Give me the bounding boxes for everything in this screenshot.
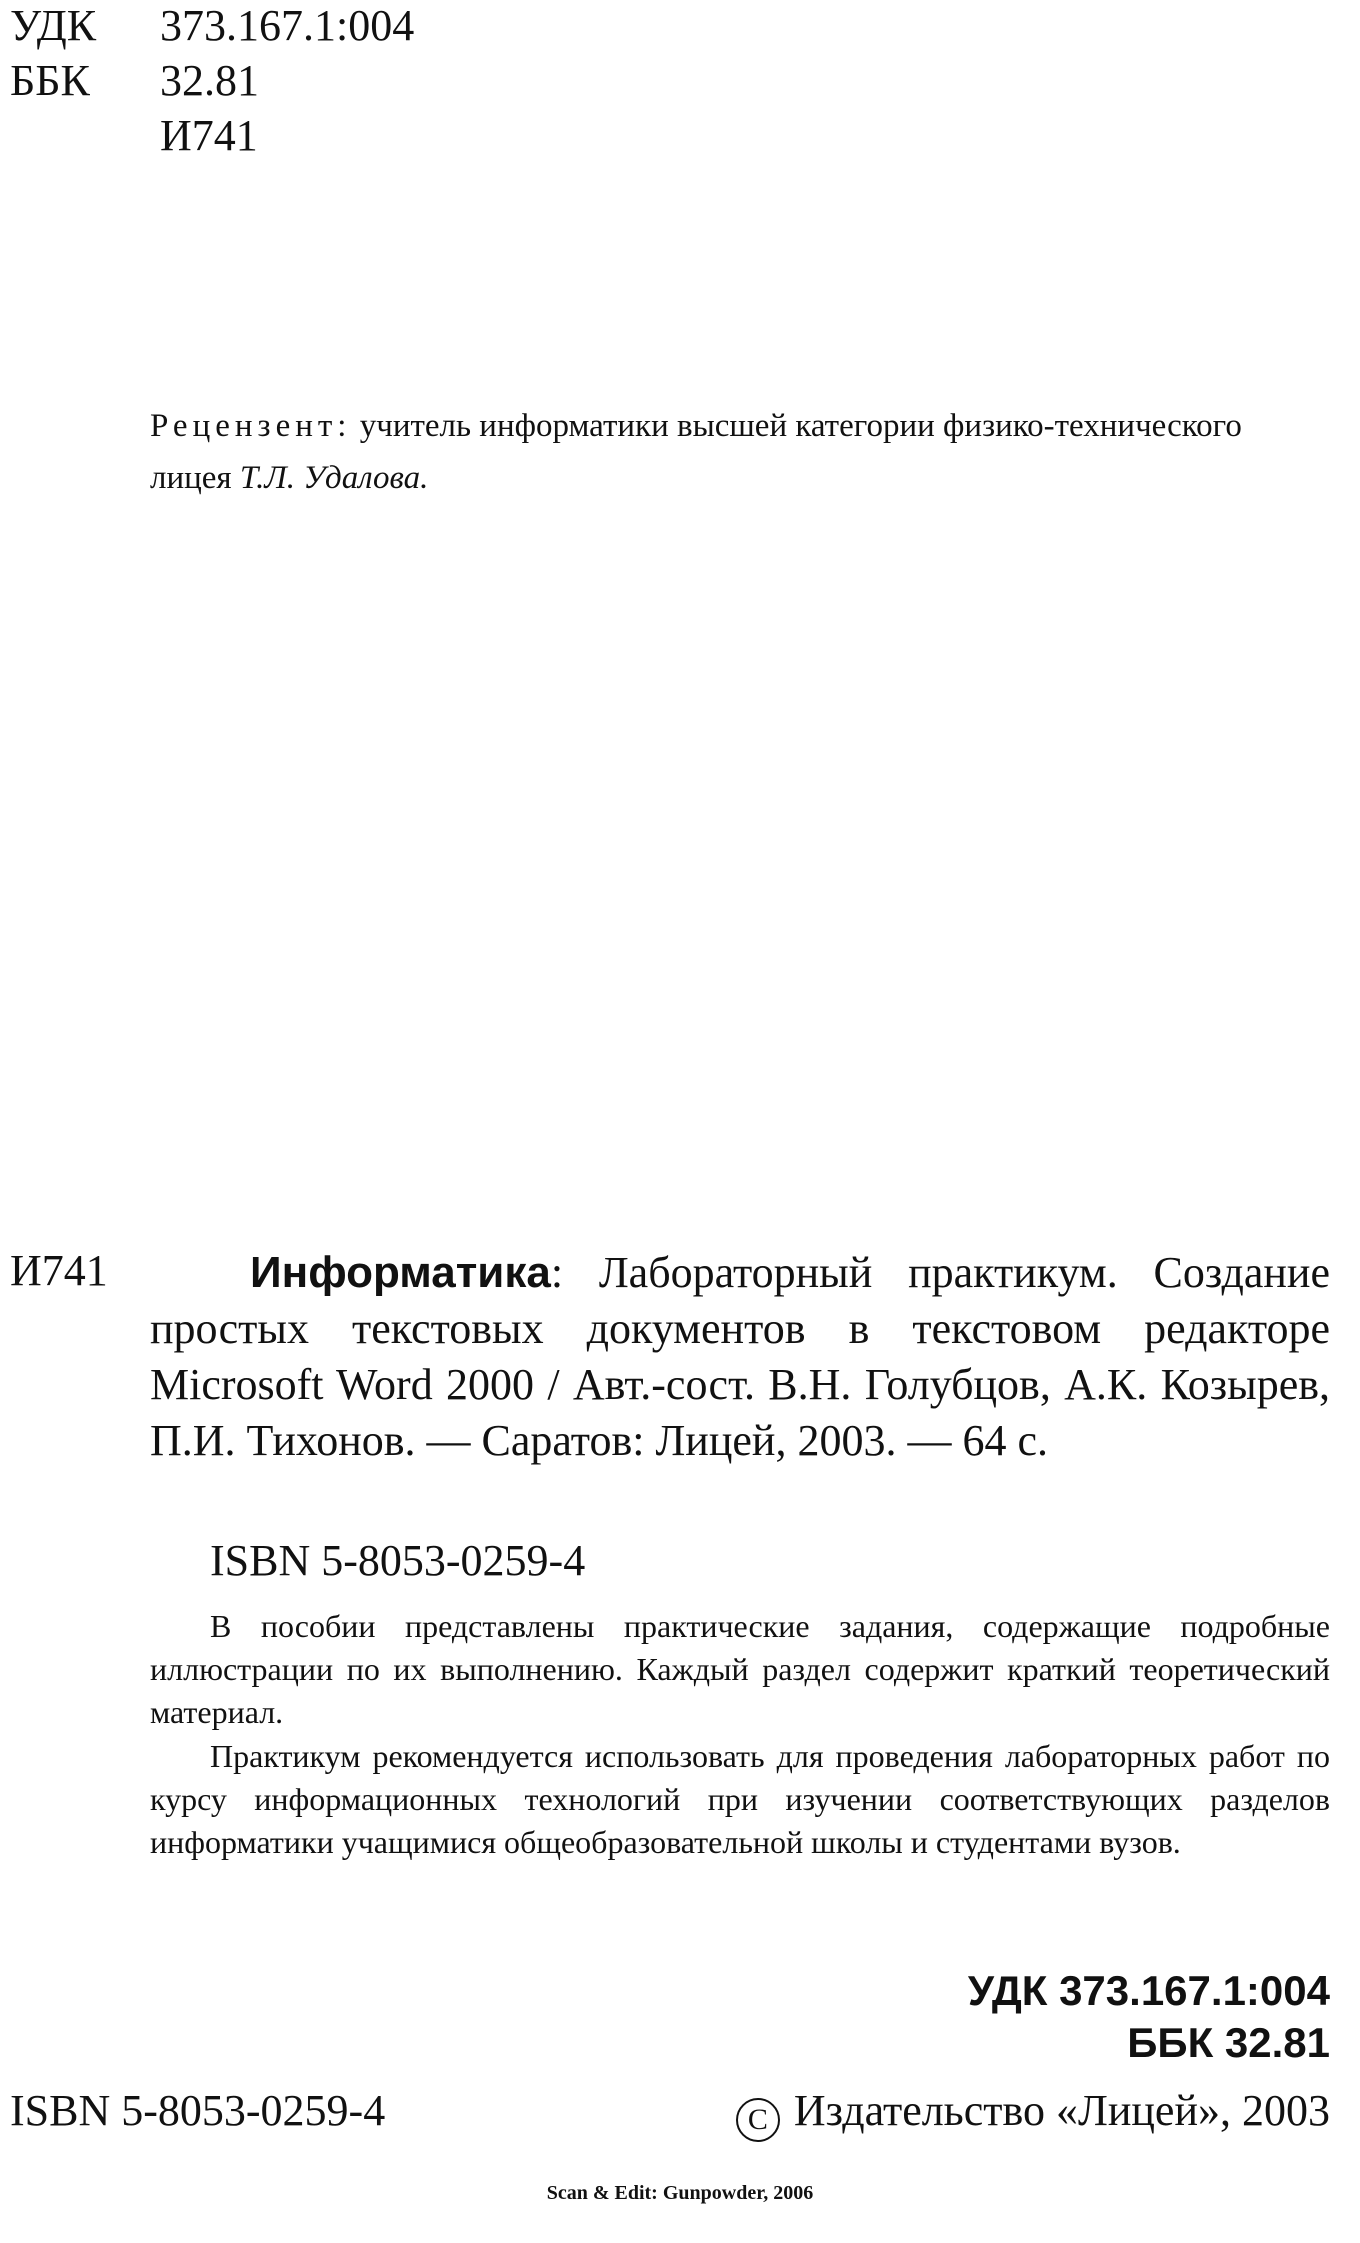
classification-block xyxy=(968,1965,1330,2069)
catalog-number: И741 xyxy=(10,1246,108,1295)
abstract-paragraph-2: Практикум рекомендуется использовать для проведения лабораторных работ по курсу информационных технологий при изучении соответствующих разделов информатики учащимися общеобразовательной школы и студентами вузов. xyxy=(150,1738,1330,1860)
publisher-line xyxy=(736,2085,1330,2142)
book-title: Информатика xyxy=(250,1248,551,1297)
author-mark-line xyxy=(10,110,258,162)
udk-value: 373.167.1:004 xyxy=(160,1,415,50)
udk-key: УДК xyxy=(10,1,97,50)
catalog-entry xyxy=(150,1245,1330,1469)
bbk-key: ББК xyxy=(10,56,90,105)
bbk-bold: ББК 32.81 xyxy=(1127,2019,1330,2066)
publisher-name: Издательство «Лицей», 2003 xyxy=(793,2086,1330,2135)
udk-bold: УДК 373.167.1:004 xyxy=(967,1967,1330,2014)
isbn-main: ISBN 5-8053-0259-4 xyxy=(210,1536,586,1585)
bbk-line xyxy=(10,55,259,107)
reviewer-label: Рецензент: xyxy=(150,408,352,444)
scan-credit: Scan & Edit: Gunpowder, 2006 xyxy=(546,2182,814,2204)
udk-line xyxy=(10,0,414,52)
reviewer-name: Т.Л. Удалова. xyxy=(239,460,429,496)
abstract-paragraph-1: В пособии представлены практические задания, содержащие подробные иллюстрации по их выполнению. Каждый раздел содержит краткий теоретический материал. xyxy=(150,1608,1330,1730)
reviewer-text: учитель информатики высшей категории физико-технического лицея xyxy=(150,408,1242,496)
bbk-value: 32.81 xyxy=(160,56,259,105)
author-mark: И741 xyxy=(160,111,258,160)
reviewer-note xyxy=(150,400,1330,504)
isbn-footer: ISBN 5-8053-0259-4 xyxy=(10,2086,386,2135)
book-description: : Лабораторный практикум. Создание простых текстовых документов в текстовом редакторе Microsoft Word 2000 / Авт.-сост. В.Н. Голубцов, А.К. Козырев, П.И. Тихонов. — Саратов: Лицей, 2003. — 64 с. xyxy=(150,1248,1330,1465)
copyright-icon: C xyxy=(736,2098,780,2142)
